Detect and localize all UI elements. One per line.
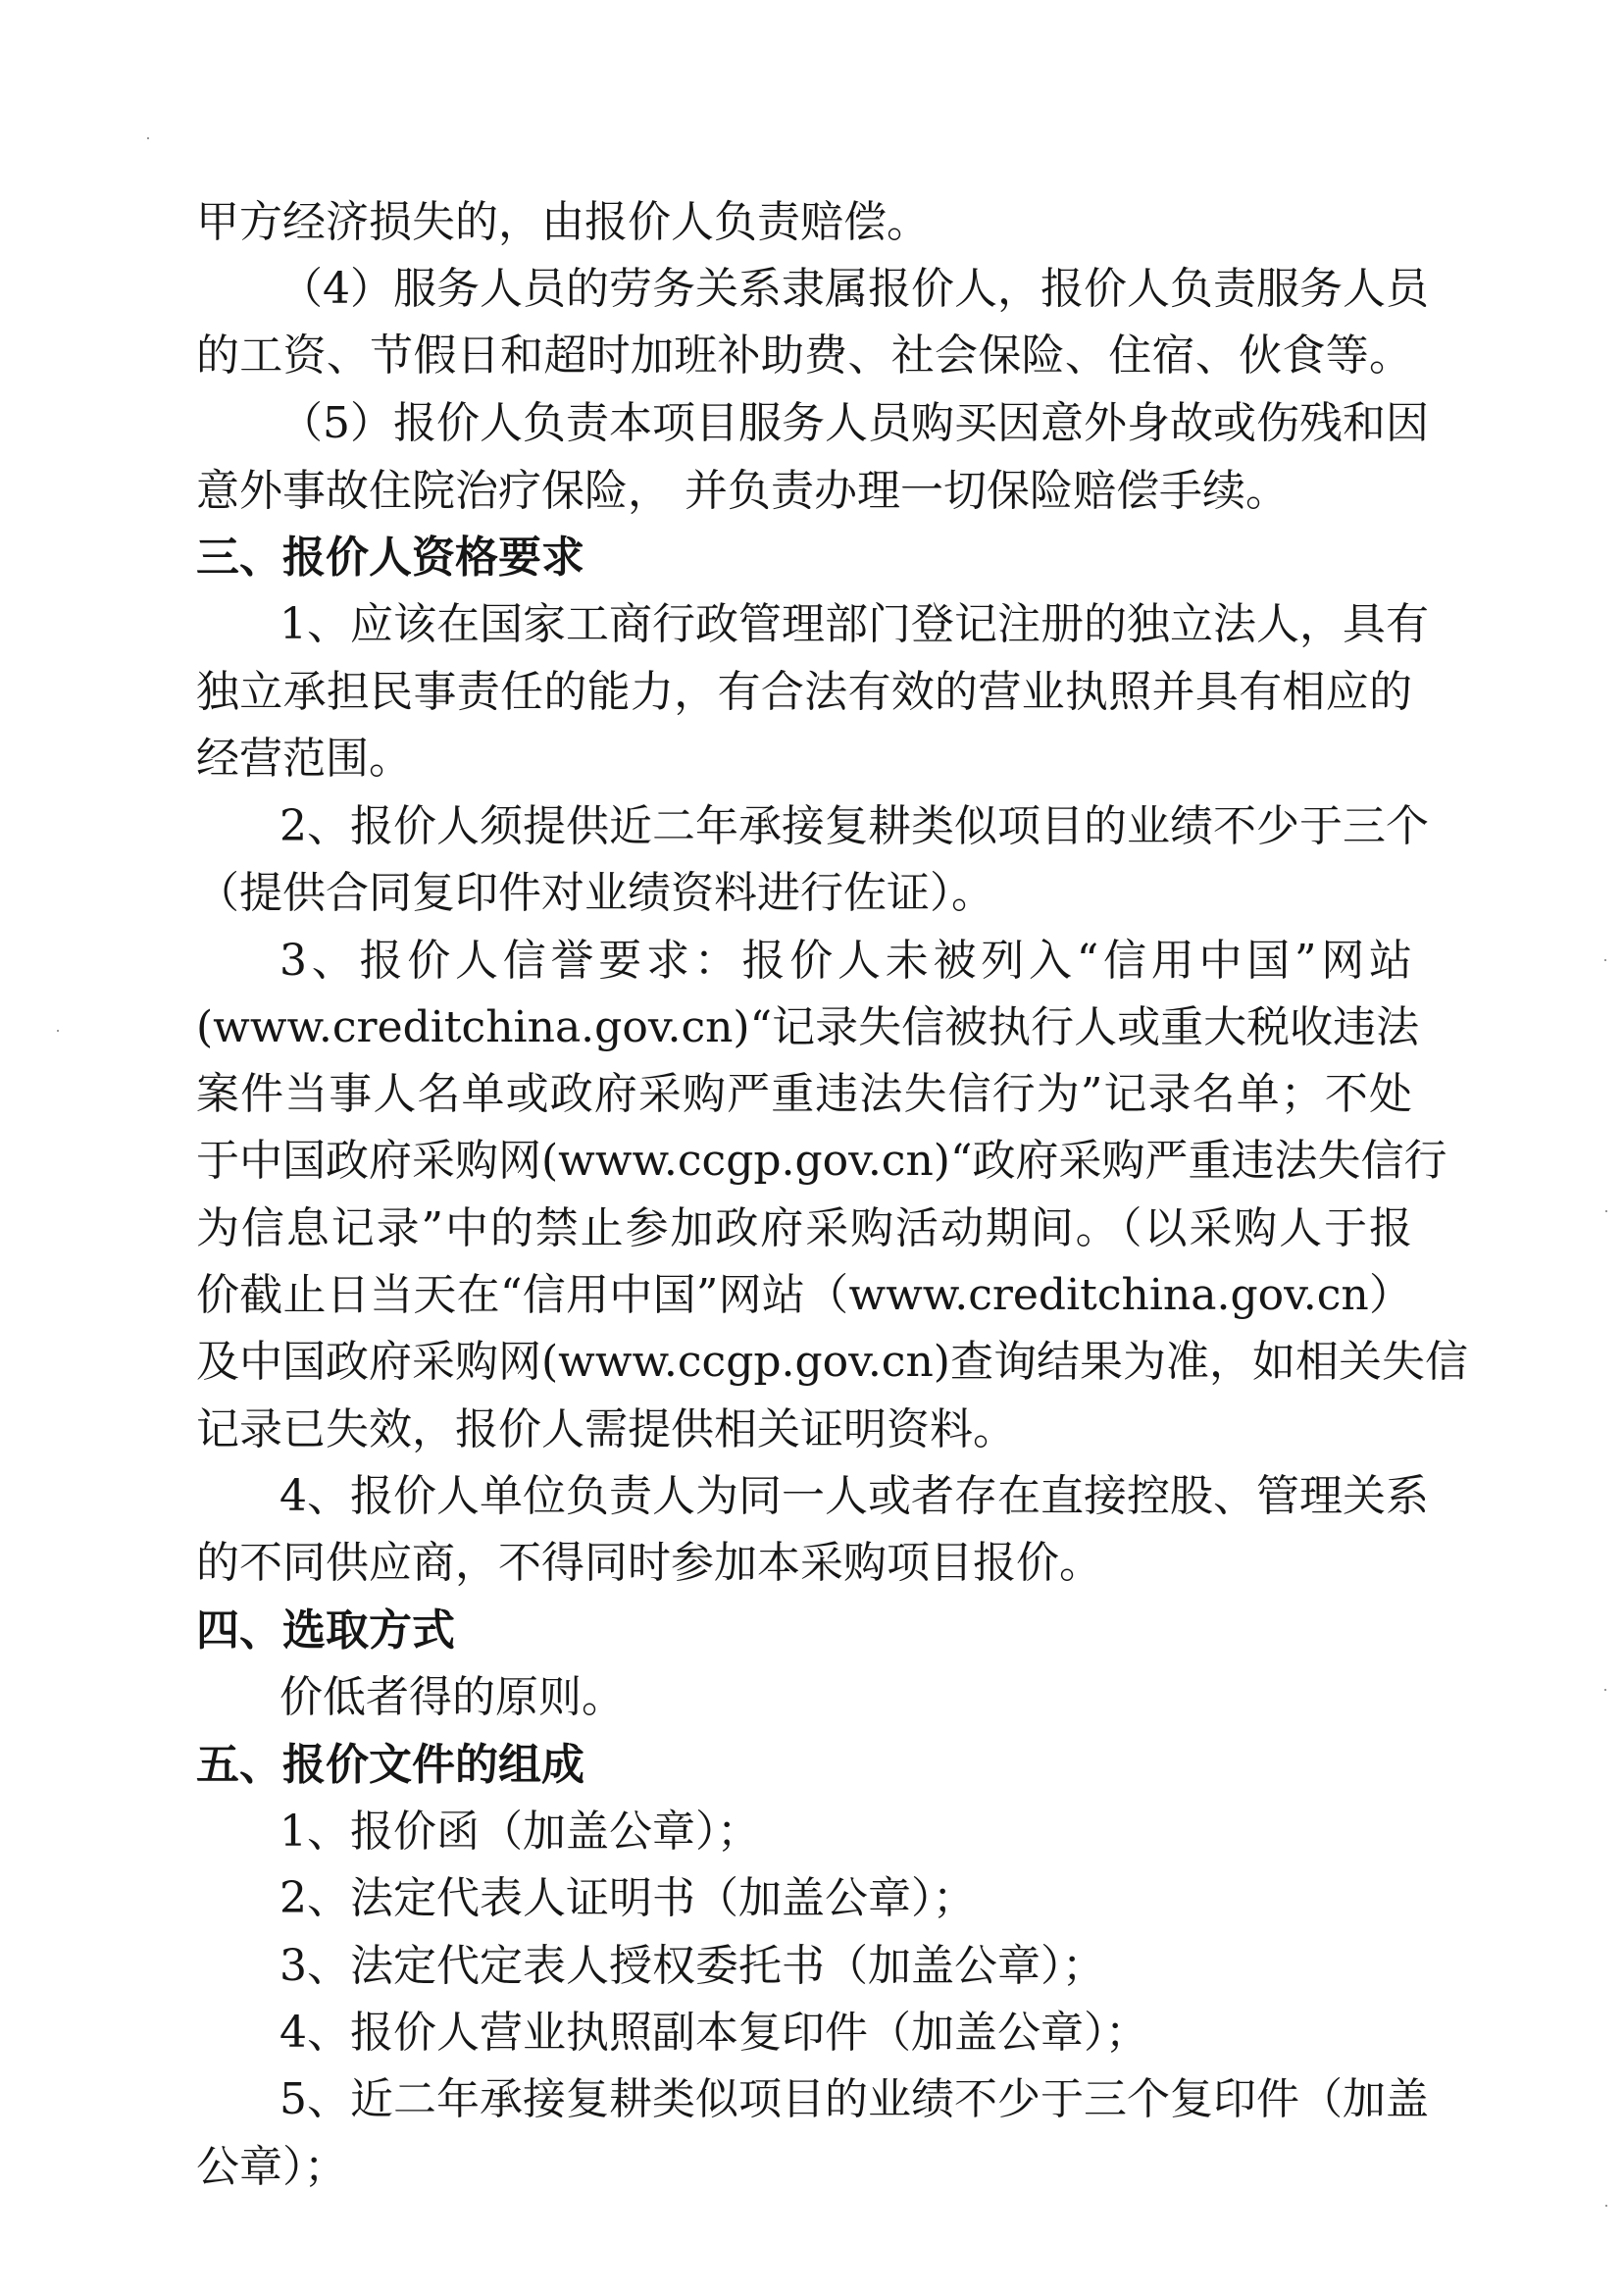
text-line: 4、报价人单位负责人为同一人或者存在直接控股、管理关系	[279, 1471, 1429, 1521]
list-item: 1、报价函（加盖公章）；	[279, 1807, 760, 1857]
scan-speck	[57, 1030, 59, 1032]
text-line: 3、报价人信誉要求：报价人未被列入“信用中国”网站	[279, 936, 1412, 986]
text-line: 2、报价人须提供近二年承接复耕类似项目的业绩不少于三个	[279, 801, 1429, 851]
scan-speck	[1604, 959, 1606, 961]
scan-speck	[1605, 1210, 1607, 1212]
text-line: 1、应该在国家工商行政管理部门登记注册的独立法人，具有	[279, 599, 1429, 649]
text-line: （5）报价人负责本项目服务人员购买因意外身故或伤残和因	[279, 398, 1429, 448]
text-line: 独立承担民事责任的能力，有合法有效的营业执照并具有相应的	[196, 667, 1412, 717]
text-line: 为信息记录”中的禁止参加政府采购活动期间。（以采购人于报	[196, 1203, 1412, 1253]
text-line: 的不同供应商，不得同时参加本采购项目报价。	[196, 1538, 1102, 1588]
text-line: 及中国政府采购网(www.ccgp.gov.cn)查询结果为准，如相关失信	[196, 1337, 1468, 1387]
text-line: 案件当事人名单或政府采购严重违法失信行为”记录名单；不处	[196, 1069, 1412, 1119]
text-line: 价截止日当天在“信用中国”网站（www.creditchina.gov.cn）	[196, 1270, 1412, 1320]
text-line: （提供合同复印件对业绩资料进行佐证）。	[196, 868, 994, 918]
text-line: 于中国政府采购网(www.ccgp.gov.cn)“政府采购严重违法失信行	[196, 1136, 1447, 1186]
section-heading: 五、报价文件的组成	[196, 1740, 584, 1790]
list-item: 2、法定代表人证明书（加盖公章）；	[279, 1873, 976, 1923]
text-line: （4）服务人员的劳务关系隶属报价人，报价人负责服务人员	[279, 264, 1429, 314]
scan-speck	[1604, 1689, 1606, 1691]
list-item: 公章）；	[196, 2142, 347, 2192]
text-line: 甲方经济损失的，由报价人负责赔偿。	[196, 197, 930, 247]
text-line: (www.creditchina.gov.cn)“记录失信被执行人或重大税收违法	[196, 1002, 1420, 1052]
text-line: 意外事故住院治疗保险， 并负责办理一切保险赔偿手续。	[196, 466, 1289, 516]
list-item: 5、近二年承接复耕类似项目的业绩不少于三个复印件（加盖	[279, 2074, 1429, 2124]
section-heading: 三、报价人资格要求	[196, 533, 584, 583]
section-heading: 四、选取方式	[196, 1605, 455, 1656]
text-line: 价低者得的原则。	[279, 1672, 625, 1722]
text-line: 记录已失效，报价人需提供相关证明资料。	[196, 1404, 1016, 1454]
list-item: 3、法定代定表人授权委托书（加盖公章）；	[279, 1941, 1105, 1991]
text-line: 经营范围。	[196, 734, 412, 784]
scan-speck	[147, 137, 149, 139]
text-line: 的工资、节假日和超时加班补助费、社会保险、住宿、伙食等。	[196, 331, 1412, 381]
list-item: 4、报价人营业执照副本复印件（加盖公章）；	[279, 2008, 1148, 2058]
scan-speck	[1605, 2205, 1607, 2207]
